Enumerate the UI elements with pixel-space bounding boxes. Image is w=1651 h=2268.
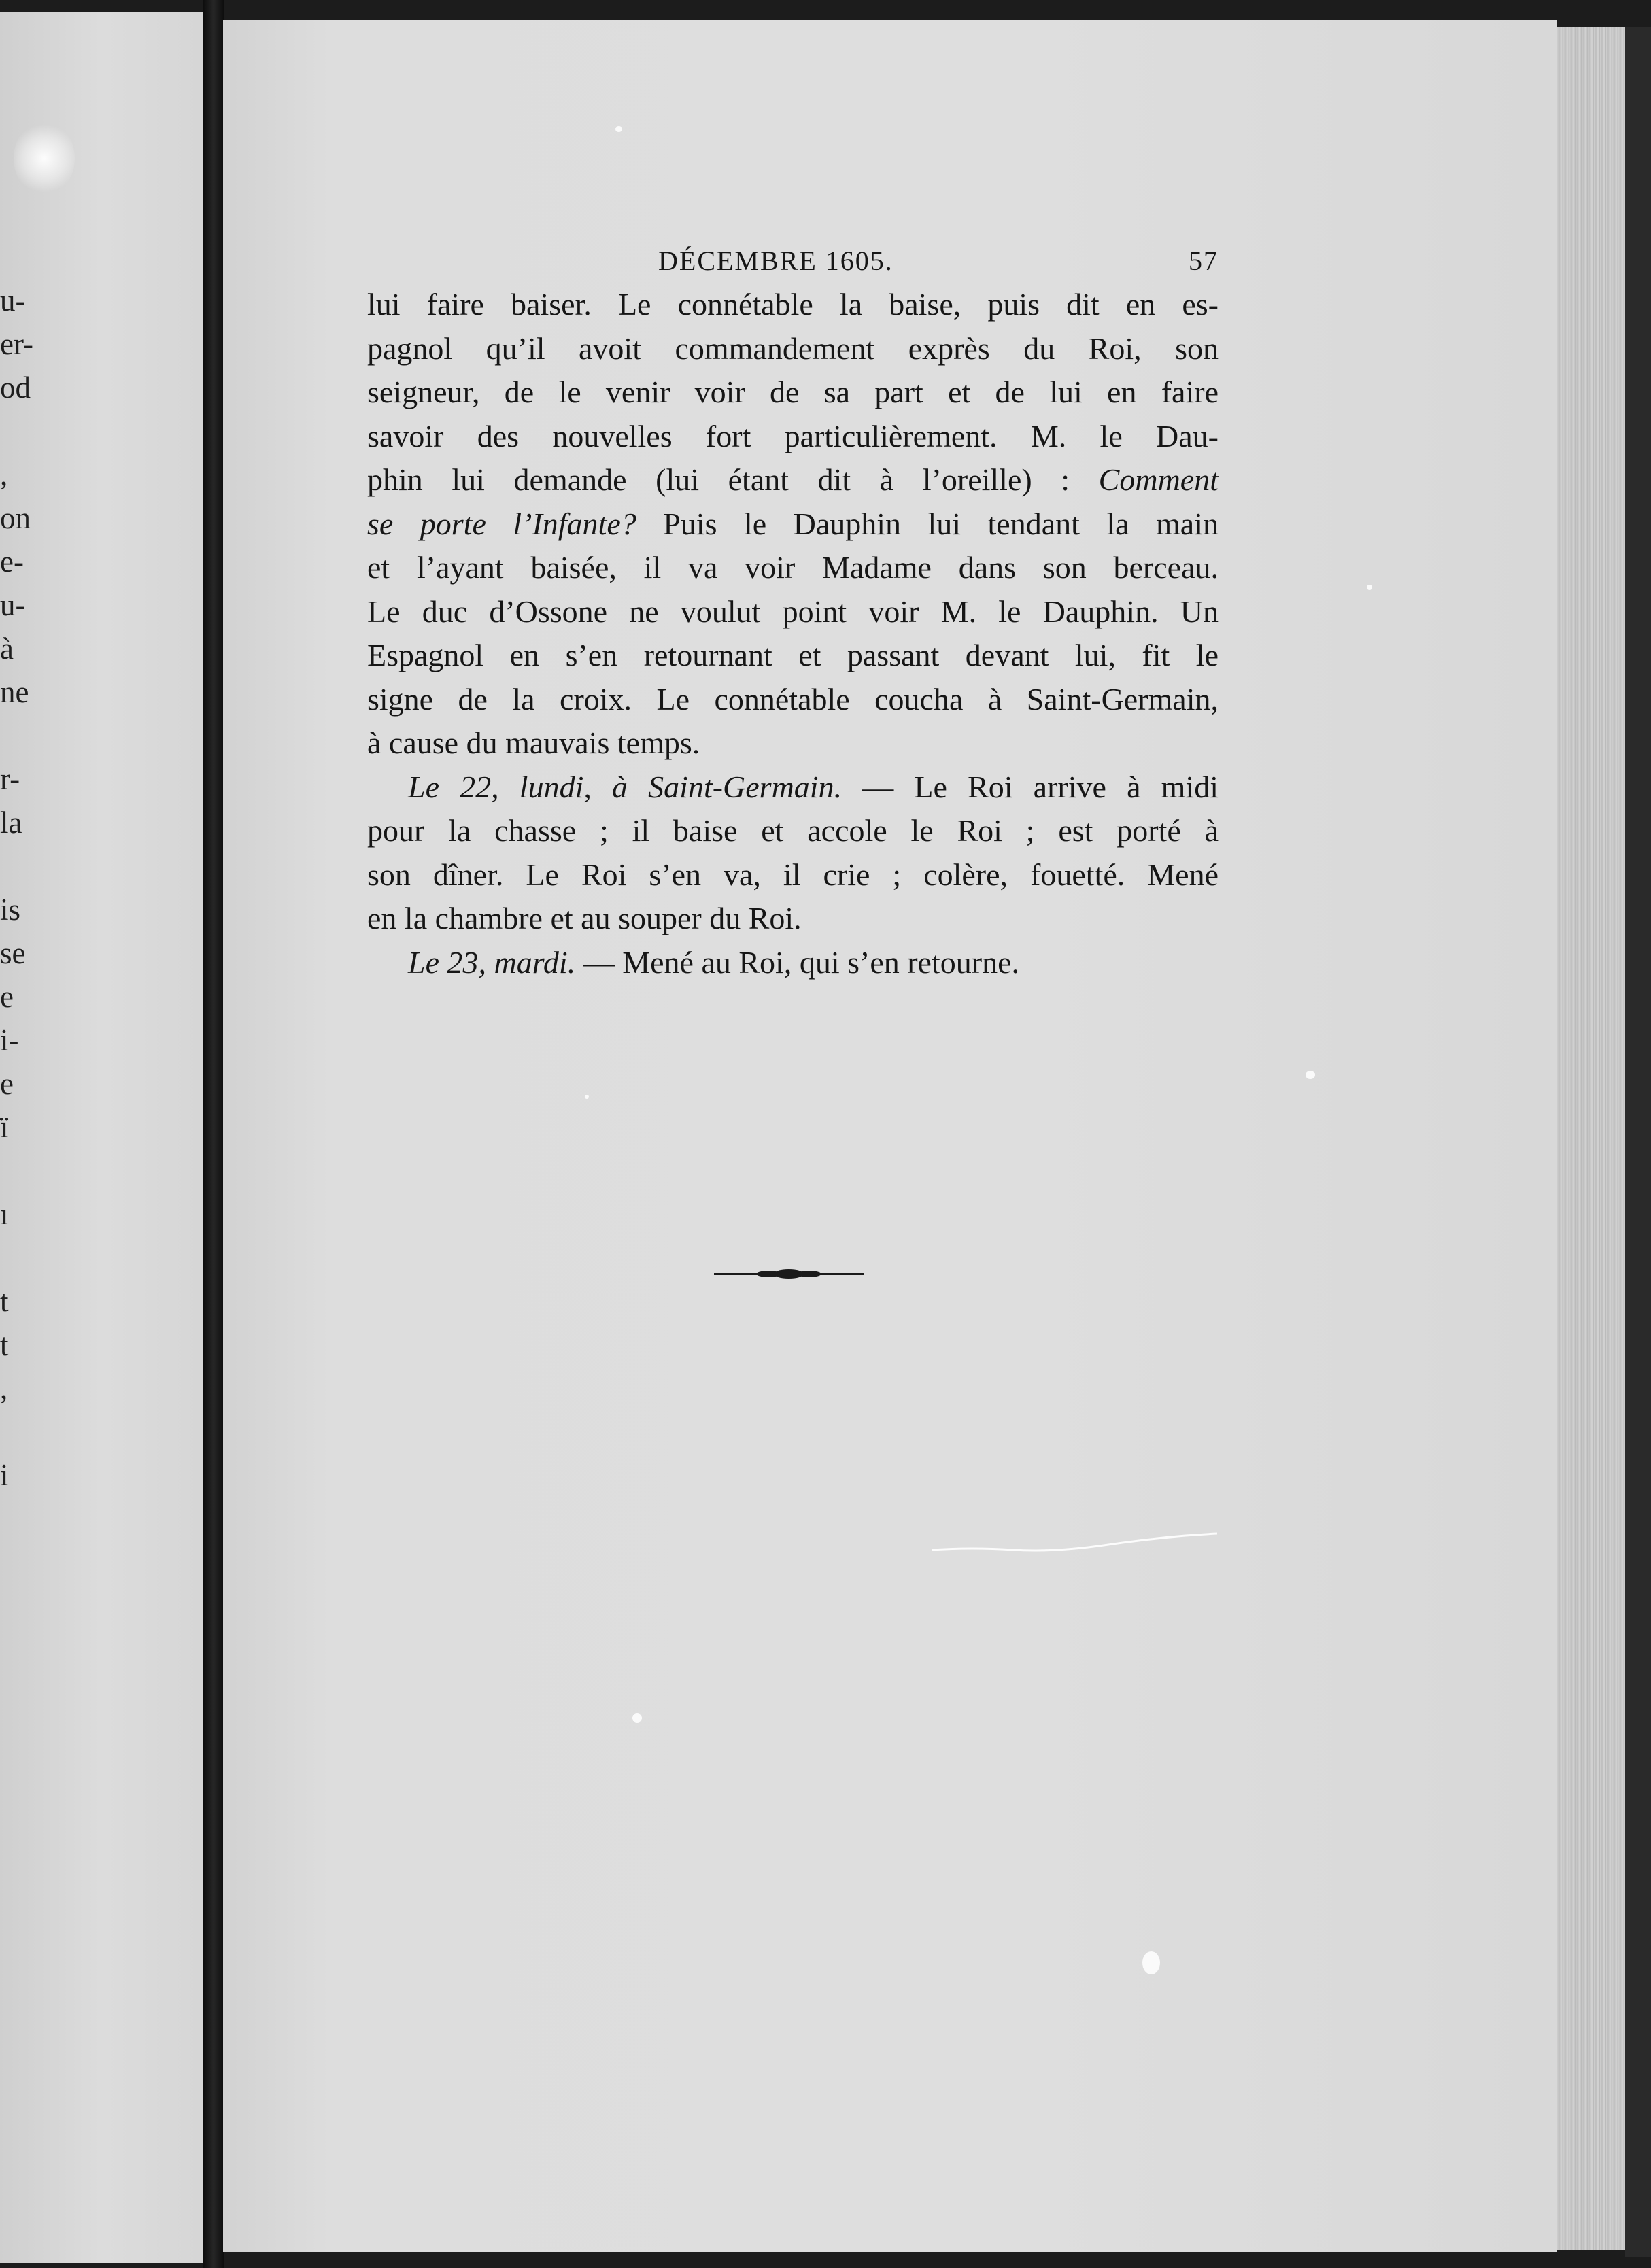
text-line: Le 23, mardi. — Mené au Roi, qui s’en retourne. bbox=[408, 944, 1019, 980]
left-page-fragment: t bbox=[0, 1284, 9, 1318]
text-line: pagnol qu’il avoit commandement exprès du Roi, son bbox=[367, 330, 1219, 366]
left-page-fragment: , bbox=[0, 458, 8, 492]
ornament-divider bbox=[714, 1266, 864, 1282]
text-line: savoir des nouvelles fort particulièrement. M. le Dau- bbox=[367, 418, 1219, 453]
left-page-fragment: ï bbox=[0, 1110, 9, 1144]
left-page-fragment: la bbox=[0, 806, 22, 840]
text-line: signe de la croix. Le connétable coucha à Saint-Germain, bbox=[367, 681, 1219, 717]
text-line: lui faire baiser. Le connétable la baise, puis dit en es- bbox=[367, 287, 1219, 322]
left-page-fragment: t bbox=[0, 1328, 9, 1362]
left-page-fragment: u- bbox=[0, 284, 26, 317]
left-page-fragment: u- bbox=[0, 588, 26, 622]
page-edges bbox=[1557, 27, 1625, 2250]
text-line: son dîner. Le Roi s’en va, il crie ; colère, fouetté. Mené bbox=[367, 857, 1219, 892]
dust-speck bbox=[1306, 1071, 1315, 1079]
dust-speck bbox=[585, 1095, 589, 1099]
left-page-fragment: e- bbox=[0, 545, 24, 579]
left-page-fragment: i- bbox=[0, 1023, 19, 1057]
text-block bbox=[367, 245, 1219, 984]
left-page-fragment: ı bbox=[0, 1197, 9, 1231]
left-page-fragment: is bbox=[0, 893, 21, 927]
scratch-mark bbox=[932, 1530, 1217, 1557]
left-page-fragment: à bbox=[0, 632, 14, 666]
left-page-fragment: e bbox=[0, 1067, 14, 1101]
book-gutter bbox=[203, 0, 224, 2268]
left-page-fragment: on bbox=[0, 501, 31, 535]
text-line: se porte l’Infante? Puis le Dauphin lui tendant la main bbox=[367, 506, 1219, 541]
text-line: Le 22, lundi, à Saint-Germain. — Le Roi arrive à midi bbox=[408, 769, 1219, 804]
left-page-fragment: er- bbox=[0, 327, 34, 361]
running-head bbox=[367, 245, 1219, 283]
dust-speck bbox=[1142, 1951, 1160, 1974]
text-line: Le duc d’Ossone ne voulut point voir M. le Dauphin. Un bbox=[367, 594, 1219, 629]
light-glare bbox=[14, 121, 75, 196]
left-page-fragment: e bbox=[0, 980, 14, 1014]
left-page-fragment: od bbox=[0, 371, 31, 405]
page-title: DÉCEMBRE 1605. bbox=[658, 245, 893, 276]
text-line: en la chambre et au souper du Roi. bbox=[367, 901, 802, 935]
dust-speck bbox=[615, 126, 622, 132]
edge-shadow bbox=[1625, 27, 1651, 2257]
text-line: seigneur, de le venir voir de sa part et de lui en faire bbox=[367, 375, 1219, 409]
left-page-fragment: i bbox=[0, 1458, 9, 1492]
text-line: et l’ayant baisée, il va voir Madame dans son berceau. bbox=[367, 550, 1219, 585]
left-page-fragment: , bbox=[0, 1371, 8, 1405]
dust-speck bbox=[1367, 585, 1372, 590]
dust-speck bbox=[632, 1713, 642, 1723]
left-facing-page bbox=[0, 12, 203, 2263]
text-line: phin lui demande (lui étant dit à l’oreille) : Comment bbox=[367, 462, 1219, 497]
text-line: pour la chasse ; il baise et accole le Roi ; est porté à bbox=[367, 813, 1219, 848]
text-line: Espagnol en s’en retournant et passant devant lui, fit le bbox=[367, 638, 1219, 672]
text-line: à cause du mauvais temps. bbox=[367, 725, 700, 760]
body-text bbox=[367, 283, 1219, 984]
left-page-fragment: se bbox=[0, 936, 26, 970]
left-page-fragment: r- bbox=[0, 762, 20, 796]
left-page-fragment: ne bbox=[0, 675, 29, 709]
page-number: 57 bbox=[1189, 245, 1219, 276]
